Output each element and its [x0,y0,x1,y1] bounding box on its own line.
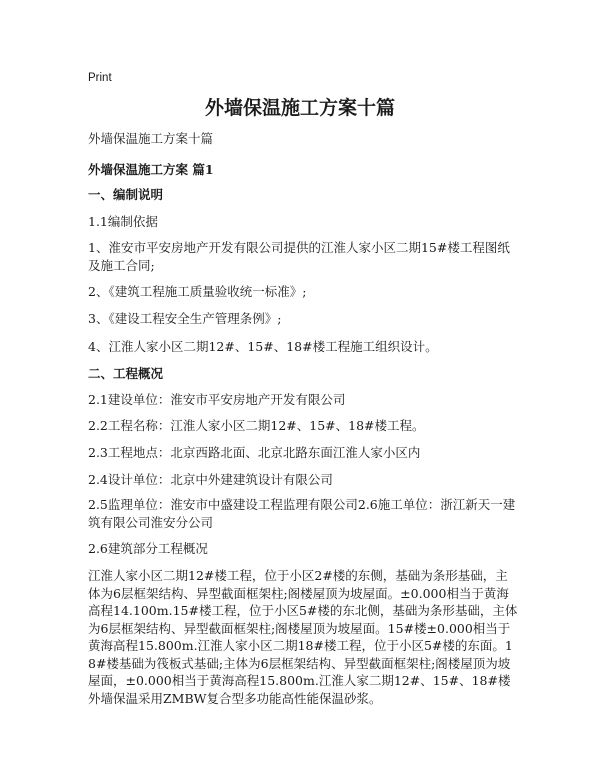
project-overview-paragraph: 江淮人家小区二期12#楼工程，位于小区2#楼的东侧，基础为条形基础，主体为6层框架结构、异型截面框架柱;阁楼屋顶为坡屋面。±0.000相当于黄海高程14.100m.15#楼工程，位于小区5#楼的东北侧，基础为条形基础，主体为6层框架结构、异型截面框架柱;阁楼屋顶为坡屋面。15#楼±0.000相当于黄海高程15.800m.江淮人家小区二期18#楼工程，位于小区5#楼的东面。18#楼基础为筏板式基础;主体为6层框架结构、异型截面框架柱;阁楼屋顶为坡屋面，±0.000相当于黄海高程15.800m.江淮人家二期12#、15#、18#楼外墙保温采用ZMBW复合型多功能高性能保温砂浆。 [88,568,518,706]
part2-item-2: 2.2工程名称：江淮人家小区二期12#、15#、18#楼工程。 [88,418,425,433]
part1-item-2: 2、《建筑工程施工质量验收统一标准》; [88,284,307,299]
part2-item-4: 2.4设计单位：北京中外建建筑设计有限公司 [88,472,333,487]
part1-subheading: 1.1编制依据 [88,214,158,229]
document-subtitle: 外墙保温施工方案十篇 [88,131,214,146]
part2-heading: 二、工程概况 [88,366,164,381]
part1-item-3: 3、《建设工程安全生产管理条例》; [88,311,282,326]
part2-item-1: 2.1建设单位：淮安市平安房地产开发有限公司 [88,392,346,407]
part2-item-5: 2.5监理单位：淮安市中盛建设工程监理有限公司2.6施工单位：浙江新天一建筑有限公司淮安分公司 [88,497,516,530]
section-heading: 外墙保温施工方案 篇1 [88,162,214,177]
page-title: 外墙保温施工方案十篇 [204,97,395,119]
part2-item-3: 2.3工程地点：北京西路北面、北京北路东面江淮人家小区内 [88,445,421,460]
part1-heading: 一、编制说明 [88,187,164,202]
part1-item-4: 4、江淮人家小区二期12#、15#、18#楼工程施工组织设计。 [88,339,438,354]
part2-item-6: 2.6建筑部分工程概况 [88,541,208,556]
part1-item-1: 1、淮安市平安房地产开发有限公司提供的江淮人家小区二期15#楼工程图纸及施工合同; [88,240,510,273]
print-link[interactable]: Print [88,72,112,84]
